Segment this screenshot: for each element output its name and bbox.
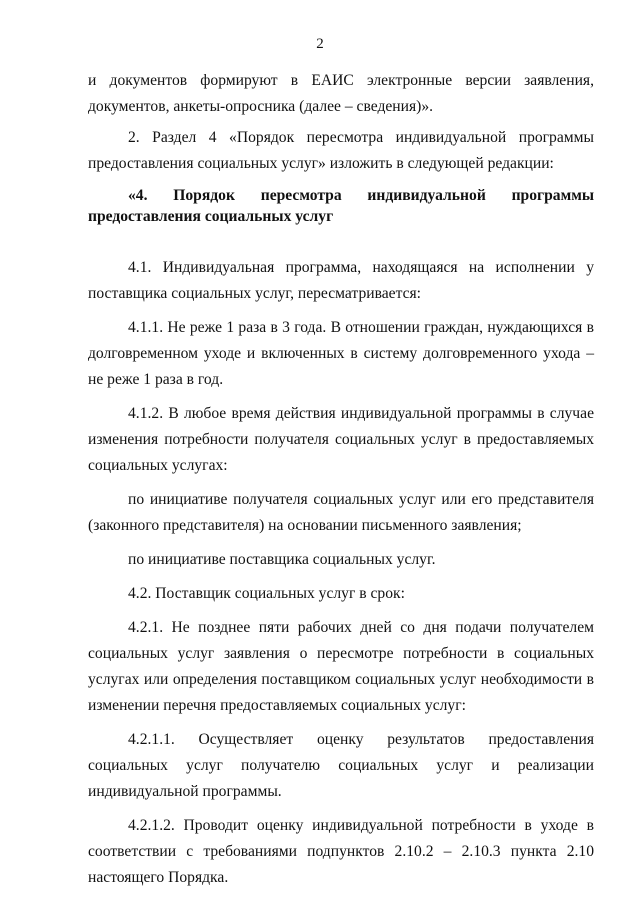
paragraph-4-2-1: 4.2.1. Не позднее пяти рабочих дней со дня подачи получателем социальных услуг заявления о пересмотре потребности в социальных услугах или определения поставщиком социальных услуг необходимости в изменении перечня предоставляемых социальных услуг: bbox=[88, 619, 594, 714]
paragraph-4-2: 4.2. Поставщик социальных услуг в срок: bbox=[128, 585, 405, 602]
document-body bbox=[88, 68, 594, 891]
section-heading-4: «4. Порядок пересмотра индивидуальной программы предоставления социальных услуг bbox=[88, 187, 594, 225]
paragraph-initiative-provider: по инициативе поставщика социальных услуг. bbox=[128, 551, 436, 568]
paragraph-4-1-2: 4.1.2. В любое время действия индивидуальной программы в случае изменения потребности получателя социальных услуг в предоставляемых социальных услугах: bbox=[88, 405, 594, 474]
page-number: 2 bbox=[316, 36, 324, 52]
paragraph-initiative-recipient: по инициативе получателя социальных услуг или его представителя (законного представителя) на основании письменного заявления; bbox=[88, 491, 594, 534]
paragraph-4-2-1-2: 4.2.1.2. Проводит оценку индивидуальной потребности в уходе в соответствии с требованиями подпунктов 2.10.2 – 2.10.3 пункта 2.10 настоящего Порядка. bbox=[88, 817, 594, 886]
paragraph-amendment-2: 2. Раздел 4 «Порядок пересмотра индивидуальной программы предоставления социальных услуг» изложить в следующей редакции: bbox=[88, 129, 594, 172]
paragraph-4-1-1: 4.1.1. Не реже 1 раза в 3 года. В отношении граждан, нуждающихся в долговременном уходе и включенных в систему долговременного ухода – не реже 1 раза в год. bbox=[88, 319, 594, 388]
paragraph-continuation: и документов формируют в ЕАИС электронные версии заявления, документов, анкеты-опросника (далее – сведения)». bbox=[88, 72, 594, 115]
paragraph-4-2-1-1: 4.2.1.1. Осуществляет оценку результатов предоставления социальных услуг получателю социальных услуг и реализации индивидуальной программы. bbox=[88, 731, 594, 800]
paragraph-4-1: 4.1. Индивидуальная программа, находящаяся на исполнении у поставщика социальных услуг, пересматривается: bbox=[88, 259, 594, 302]
